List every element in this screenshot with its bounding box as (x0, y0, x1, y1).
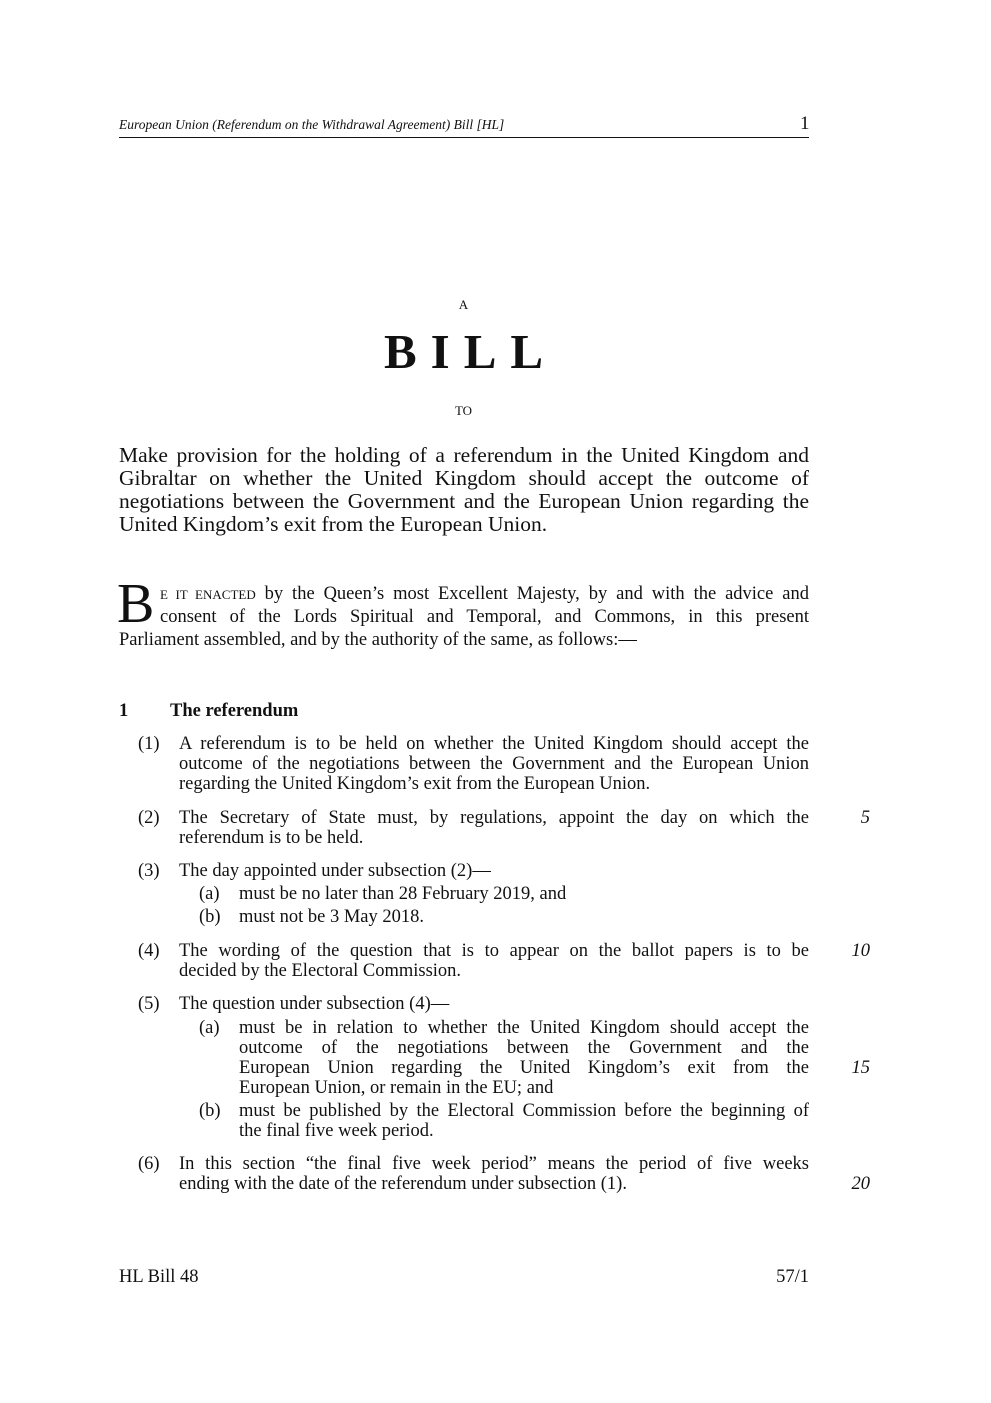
header-rule (119, 137, 809, 138)
enacting-line: Parliament assembled, and by the authority of the same, as follows:— (119, 630, 637, 650)
title-bill: BILL (383, 324, 558, 379)
enacting-line (160, 583, 809, 605)
subsection-label: (2) (138, 808, 160, 828)
subsection-label: (a) (199, 884, 220, 904)
margin-line-number: 15 (851, 1058, 870, 1078)
subsection-text-line: The day appointed under subsection (2)— (179, 861, 491, 881)
running-title: European Union (Referendum on the Withdrawal Agreement) Bill [HL] (119, 117, 505, 132)
subsection-label: (b) (199, 1101, 221, 1121)
subsection-label: (3) (138, 861, 160, 881)
subsection-text-line: outcome of the negotiations between the Government and the (239, 1038, 809, 1058)
subsection-text-line: European Union, or remain in the EU; and (239, 1078, 554, 1098)
section-number: 1 (119, 701, 129, 721)
drop-cap: B (117, 573, 155, 635)
long-title-line: Make provision for the holding of a referendum in the United Kingdom and (119, 443, 809, 467)
subsection-text-line: The question under subsection (4)— (179, 994, 450, 1014)
section-heading: The referendum (170, 701, 299, 721)
subsection-label: (a) (199, 1018, 220, 1038)
subsection-text-line: decided by the Electoral Commission. (179, 961, 462, 981)
subsection-text-line: must be in relation to whether the United Kingdom should accept the (239, 1018, 809, 1038)
subsection-text-line: A referendum is to be held on whether the United Kingdom should accept the (179, 734, 809, 754)
subsection-label: (b) (199, 907, 221, 927)
enacting-smallcaps: E IT ENACTED (160, 587, 256, 602)
subsection-text-line: regarding the United Kingdom’s exit from the European Union. (179, 774, 651, 794)
title-to: TO (454, 403, 473, 418)
subsection-text-line: must not be 3 May 2018. (239, 907, 424, 927)
enacting-text: by the Queen’s most Excellent Majesty, by and with the advice and (255, 584, 809, 604)
subsection-text-line: The wording of the question that is to appear on the ballot papers is to be (179, 941, 809, 961)
title-a: A (458, 297, 469, 312)
margin-line-number: 5 (860, 808, 870, 828)
subsection-text-line: outcome of the negotiations between the Government and the European Union (179, 754, 809, 774)
footer-bill-number: HL Bill 48 (119, 1267, 199, 1287)
long-title-line: Gibraltar on whether the United Kingdom should accept the outcome of (119, 466, 809, 490)
margin-line-number: 10 (851, 941, 870, 961)
subsection-text-line: European Union regarding the United Kingdom’s exit from the (239, 1058, 809, 1078)
margin-line-number: 20 (851, 1174, 870, 1194)
long-title-line: United Kingdom’s exit from the European Union. (119, 512, 548, 536)
page-number: 1 (800, 113, 810, 134)
subsection-text-line: referendum is to be held. (179, 828, 364, 848)
enacting-line: consent of the Lords Spiritual and Temporal, and Commons, in this present (160, 607, 809, 627)
subsection-label: (6) (138, 1154, 160, 1174)
subsection-text-line: ending with the date of the referendum under subsection (1). (179, 1174, 627, 1194)
subsection-text-line: In this section “the final five week period” means the period of five weeks (179, 1154, 809, 1174)
subsection-text-line: the final five week period. (239, 1121, 434, 1141)
long-title-line: negotiations between the Government and the European Union regarding the (119, 489, 809, 513)
footer-print-number: 57/1 (776, 1267, 809, 1287)
subsection-text-line: must be published by the Electoral Commission before the beginning of (239, 1101, 809, 1121)
subsection-label: (1) (138, 734, 160, 754)
subsection-text-line: must be no later than 28 February 2019, and (239, 884, 567, 904)
subsection-label: (5) (138, 994, 160, 1014)
subsection-text-line: The Secretary of State must, by regulations, appoint the day on which the (179, 808, 809, 828)
subsection-label: (4) (138, 941, 160, 961)
